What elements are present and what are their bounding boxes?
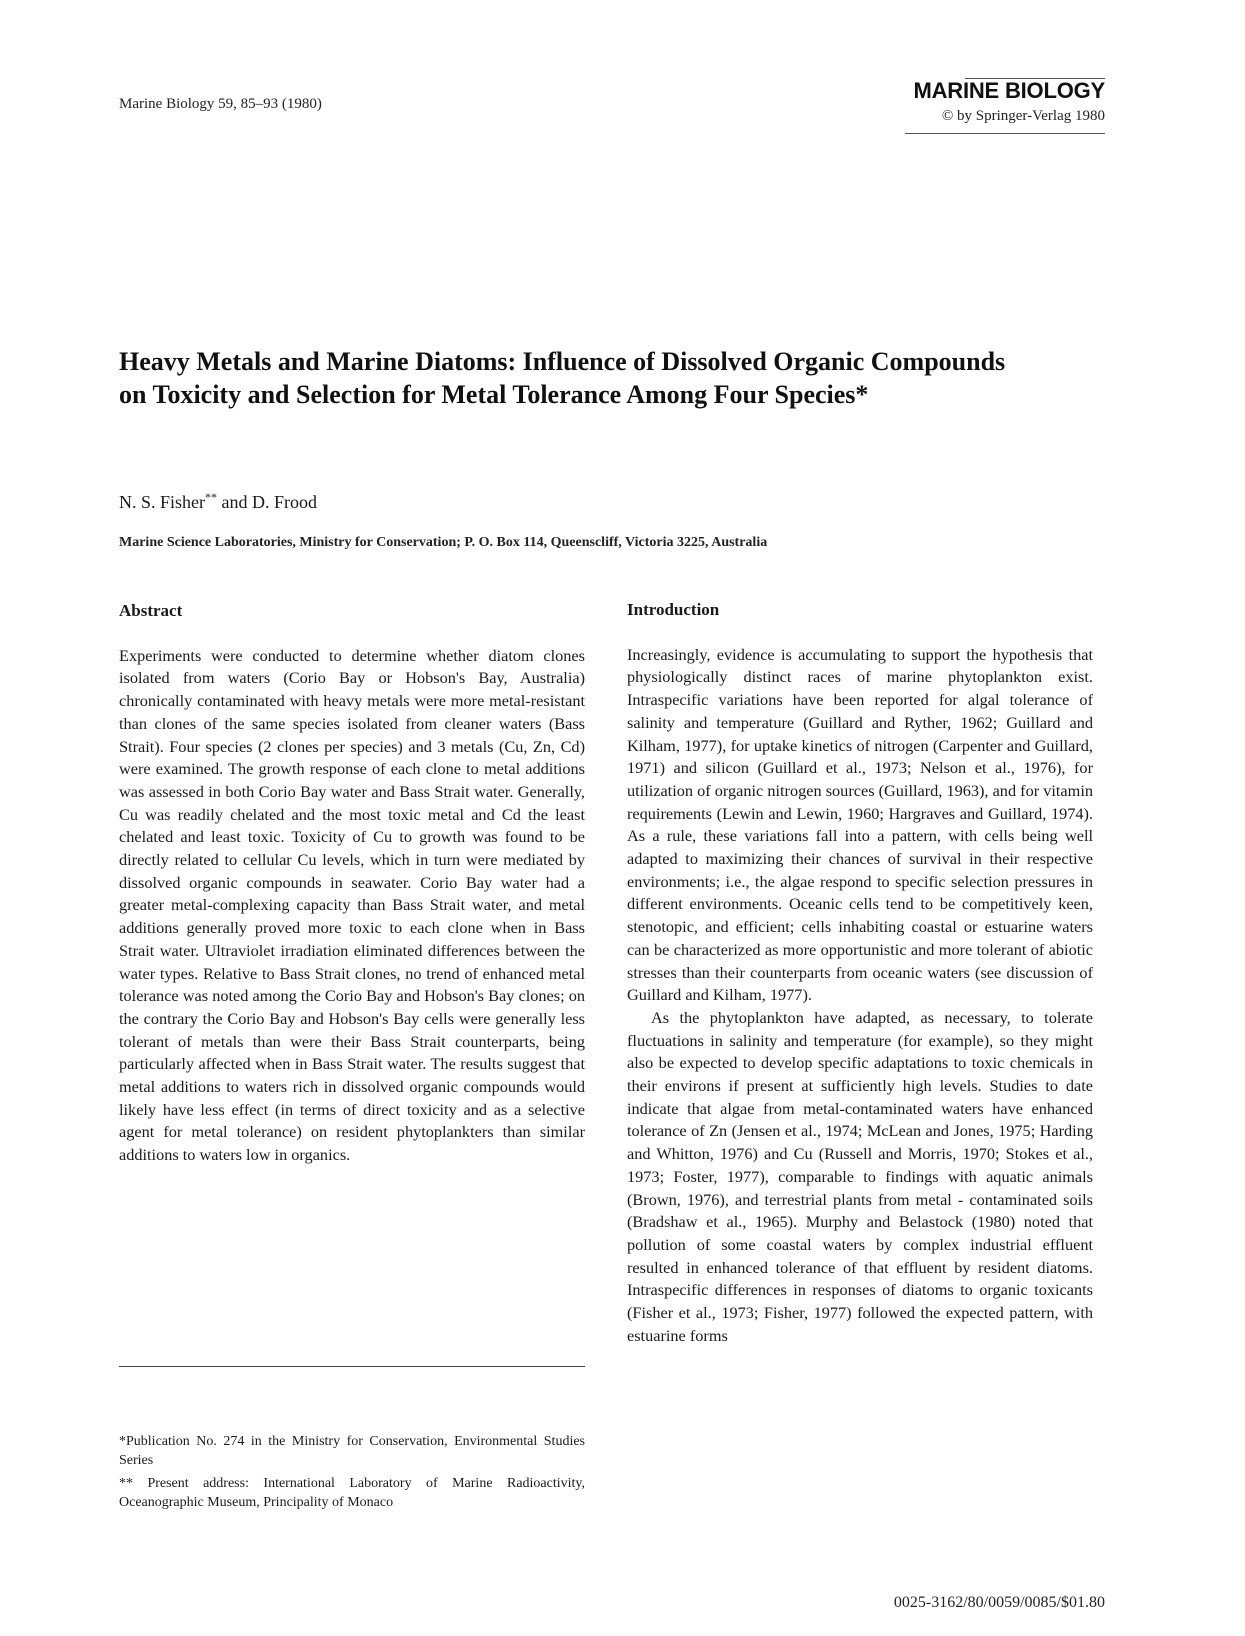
authors <box>119 490 317 513</box>
footnotes <box>119 1432 585 1516</box>
header-rule-bottom <box>905 133 1105 134</box>
footnote-divider <box>119 1366 585 1367</box>
affiliation: Marine Science Laboratories, Ministry for Conservation; P. O. Box 114, Queenscliff, Victoria 3225, Australia <box>119 535 768 550</box>
introduction-paragraph-1: Increasingly, evidence is accumulating to support the hypothesis that physiologically distinct races of marine phytoplankton exist. Intraspecific variations have been reported for algal tolerance of salinity and temperature (Guillard and Ryther, 1962; Guillard and Kilham, 1977), for uptake kinetics of nitrogen (Carpenter and Guillard, 1971) and silicon (Guillard et al., 1973; Nelson et al., 1976), for utilization of organic nitrogen sources (Guillard, 1963), and for vitamin requirements (Lewin and Lewin, 1960; Hargraves and Guillard, 1974). As a rule, these variations fall into a pattern, with cells being well adapted to maximizing their chances of survival in their respective environments; i.e., the algae respond to specific selection pressures in different environments. Oceanic cells tend to be competitively keen, stenotopic, and efficient; cells inhabiting coastal or estuarine waters can be characterized as more opportunistic and more tolerant of abiotic stresses than their counterparts from oceanic waters (see discussion of Guillard and Kilham, 1977). <box>627 644 1093 1005</box>
author-2: D. Frood <box>252 492 318 512</box>
author-join: and <box>217 492 253 512</box>
article-code: 0025-3162/80/0059/0085/$01.80 <box>893 1594 1105 1611</box>
journal-block <box>825 78 1105 125</box>
journal-citation: Marine Biology 59, 85–93 (1980) <box>119 96 322 112</box>
article-title: Heavy Metals and Marine Diatoms: Influence of Dissolved Organic Compounds on Toxicity and Selection for Metal Tolerance Among Four Species* <box>119 347 1006 409</box>
abstract-section <box>119 600 585 1167</box>
journal-name: MARINE BIOLOGY <box>913 78 1105 103</box>
abstract-text: Experiments were conducted to determine whether diatom clones isolated from waters (Corio Bay or Hobson's Bay, Australia) chronically contaminated with heavy metals were more metal-resistant than clones of the same species isolated from cleaner waters (Bass Strait). Four species (2 clones per species) and 3 metals (Cu, Zn, Cd) were examined. The growth response of each clone to metal additions was assessed in both Corio Bay water and Bass Strait water. Generally, Cu was readily chelated and the most toxic metal and Cd the least chelated and least toxic. Toxicity of Cu to growth was found to be directly related to cellular Cu levels, which in turn were mediated by dissolved organic compounds in seawater. Corio Bay water had a greater metal-complexing capacity than Bass Strait water, and metal additions generally proved more toxic to each clone when in Bass Strait water. Ultraviolet irradiation eliminated differences between the water types. Relative to Bass Strait clones, no trend of enhanced metal tolerance was noted among the Corio Bay and Hobson's Bay clones; on the contrary the Corio Bay and Hobson's Bay cells were generally less tolerant of metals than were their Bass Strait counterparts, being particularly affected when in Bass Strait water. The results suggest that metal additions to waters rich in dissolved organic compounds would likely have less effect (in terms of direct toxicity and as a selective agent for metal tolerance) on resident phytoplankters than similar additions to waters low in organics. <box>119 645 585 1165</box>
introduction-heading: Introduction <box>627 600 720 619</box>
footnote-1: *Publication No. 274 in the Ministry for Conservation, Environmental Studies Series <box>119 1434 585 1468</box>
abstract-heading: Abstract <box>119 601 183 620</box>
introduction-paragraph-2: As the phytoplankton have adapted, as necessary, to tolerate fluctuations in salinity and temperature (for example), so they might also be expected to develop specific adaptations to toxic chemicals in their environs if present at sufficiently high levels. Studies to date indicate that algae from metal-contaminated waters have enhanced tolerance of Zn (Jensen et al., 1974; McLean and Jones, 1975; Harding and Whitton, 1976) and Cu (Russell and Morris, 1970; Stokes et al., 1973; Foster, 1977), comparable to findings with aquatic animals (Brown, 1976), and terrestrial plants from metal - contaminated soils (Bradshaw et al., 1965). Murphy and Belastock (1980) noted that pollution of some coastal waters by complex industrial effluent resulted in enhanced tolerance of that effluent by resident diatoms. Intraspecific differences in responses of diatoms to organic toxicants (Fisher et al., 1973; Fisher, 1977) followed the expected pattern, with estuarine forms <box>627 1007 1093 1345</box>
copyright: © by Springer-Verlag 1980 <box>941 108 1105 124</box>
footnote-2: ** Present address: International Laboratory of Marine Radioactivity, Oceanographic Museum, Principality of Monaco <box>119 1476 585 1510</box>
introduction-section <box>627 599 1093 1348</box>
author-1-mark: ** <box>205 490 218 504</box>
author-1: N. S. Fisher <box>119 492 206 512</box>
